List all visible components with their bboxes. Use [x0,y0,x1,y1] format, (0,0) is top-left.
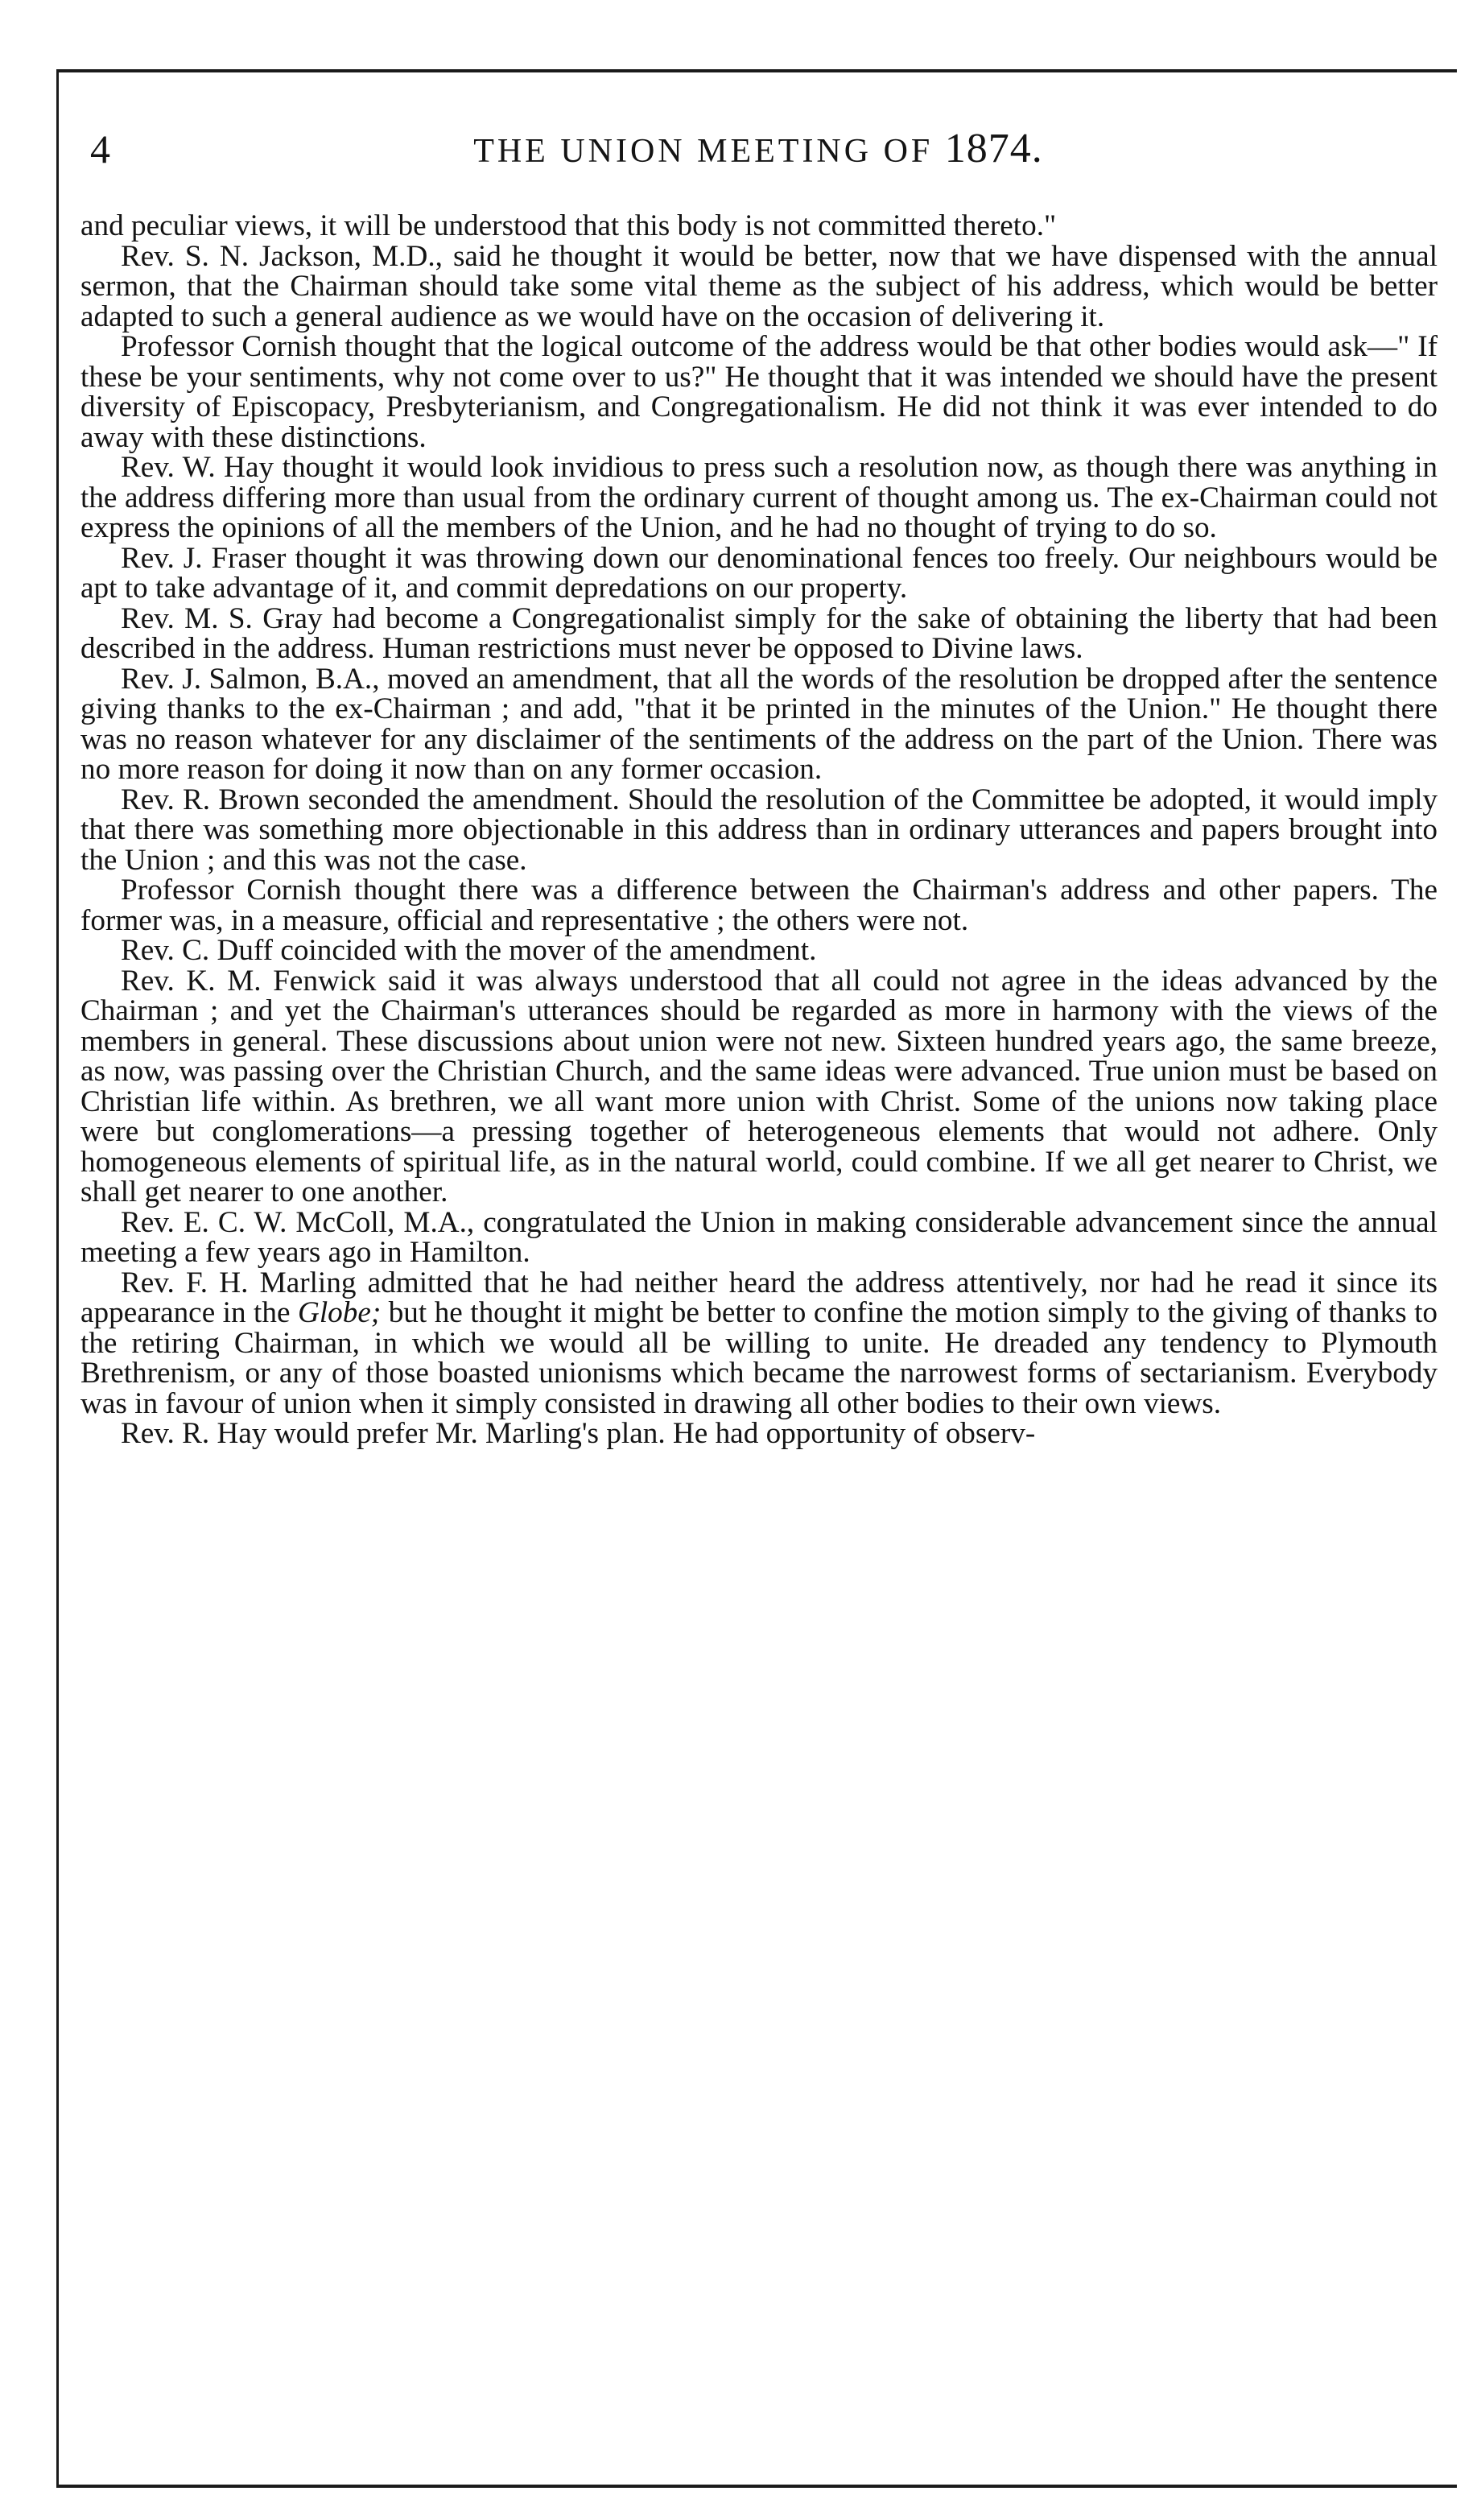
paragraph: Rev. C. Duff coincided with the mover of the amendment. [121,934,817,967]
newspaper-title: Globe; [297,1296,382,1329]
body-text [80,211,1438,1449]
left-border-rule [56,69,59,2485]
paragraph-text: but he thought it might be better to confine the motion simply to the giving of thanks to the retiring Chairman, in which we would all be willing to unite. He dreaded any tendency to Plymouth Brethrenism, or any of those boasted unionisms which became the narrowest forms of sectarianism. Everybody was in favour of union when it simply consisted in drawing all other bodies to their own views. [80,1296,1438,1420]
page-header [74,121,1442,177]
running-title [74,121,1442,180]
paragraph: Professor Cornish thought that the logical outcome of the address would be that other bodies would ask—" If these be your sentiments, why not come over to us?" He thought that it was intended we should have the present diversity of Episcopacy, Presbyterianism, and Congregationalism. He did not think it was ever intended to do away with these distinctions. [80,330,1438,454]
paragraph: Rev. R. Brown seconded the amendment. Should the resolution of the Committee be adopted, it would imply that there was something more objectionable in this address than in ordinary utterances and papers brought into the Union ; and this was not the case. [80,783,1438,877]
paragraph: Rev. J. Fraser thought it was throwing down our denominational fences too freely. Our neighbours would be apt to take advantage of it, and commit depredations on our property. [80,541,1438,605]
paragraph [80,1268,1438,1419]
bottom-border-rule [56,2485,1457,2488]
page-number: 4 [90,126,110,171]
paragraph: Rev. K. M. Fenwick said it was always understood that all could not agree in the ideas advanced by the Chairman ; and yet the Chairman's utterances should be regarded as more in harmony with the views of the members in general. These discussions about union were not new. Sixteen hundred years ago, the same breeze, as now, was passing over the Christian Church, and the same ideas were advanced. True union must be based on Christian life within. As brethren, we all want more union with Christ. Some of the unions now taking place were but conglomerations—a pressing together of heterogeneous elements that would not adhere. Only homogeneous elements of spiritual life, as in the natural world, could combine. If we all get nearer to Christ, we shall get nearer to one another. [80,964,1438,1208]
paragraph: Rev. J. Salmon, B.A., moved an amendment, that all the words of the resolution be dropped after the sentence giving thanks to the ex-Chairman ; and add, "that it be printed in the minutes of the Union." He thought there was no reason whatever for any disclaimer of the sentiments of the address on the part of the Union. There was no more reason for doing it now than on any former occasion. [80,662,1438,786]
paragraph: Rev. E. C. W. McColl, M.A., congratulated the Union in making considerable advancement since the annual meeting a few years ago in Hamilton. [80,1205,1438,1269]
paragraph: Professor Cornish thought there was a difference between the Chairman's address and other papers. The former was, in a measure, official and representative ; the others were not. [80,874,1438,937]
running-title-text: THE UNION MEETING OF [473,133,934,170]
paragraph-text: Rev. F. H. Marling admitted that he had neither heard the address attentively, nor had he read it since its appearance in the [80,1266,1438,1329]
paragraph: Rev. W. Hay thought it would look invidious to press such a resolution now, as though there was anything in the address differing more than usual from the ordinary current of thought among us. The ex-Chairman could not express the opinions of all the members of the Union, and he had no thought of trying to do so. [80,451,1438,544]
paragraph: Rev. S. N. Jackson, M.D., said he thought it would be better, now that we have dispensed with the annual sermon, that the Chairman should take some vital theme as the subject of his address, which would be better adapted to such a general audience as we would have on the occasion of delivering it. [80,239,1438,333]
paragraph: and peculiar views, it will be understood that this body is not committed thereto." [80,209,1057,242]
paragraph: Rev. R. Hay would prefer Mr. Marling's plan. He had opportunity of observ- [121,1417,1036,1450]
running-title-year: 1874. [944,126,1043,171]
paragraph: Rev. M. S. Gray had become a Congregationalist simply for the sake of obtaining the liberty that had been described in the address. Human restrictions must never be opposed to Divine laws. [80,601,1438,665]
top-border-rule [56,69,1457,72]
